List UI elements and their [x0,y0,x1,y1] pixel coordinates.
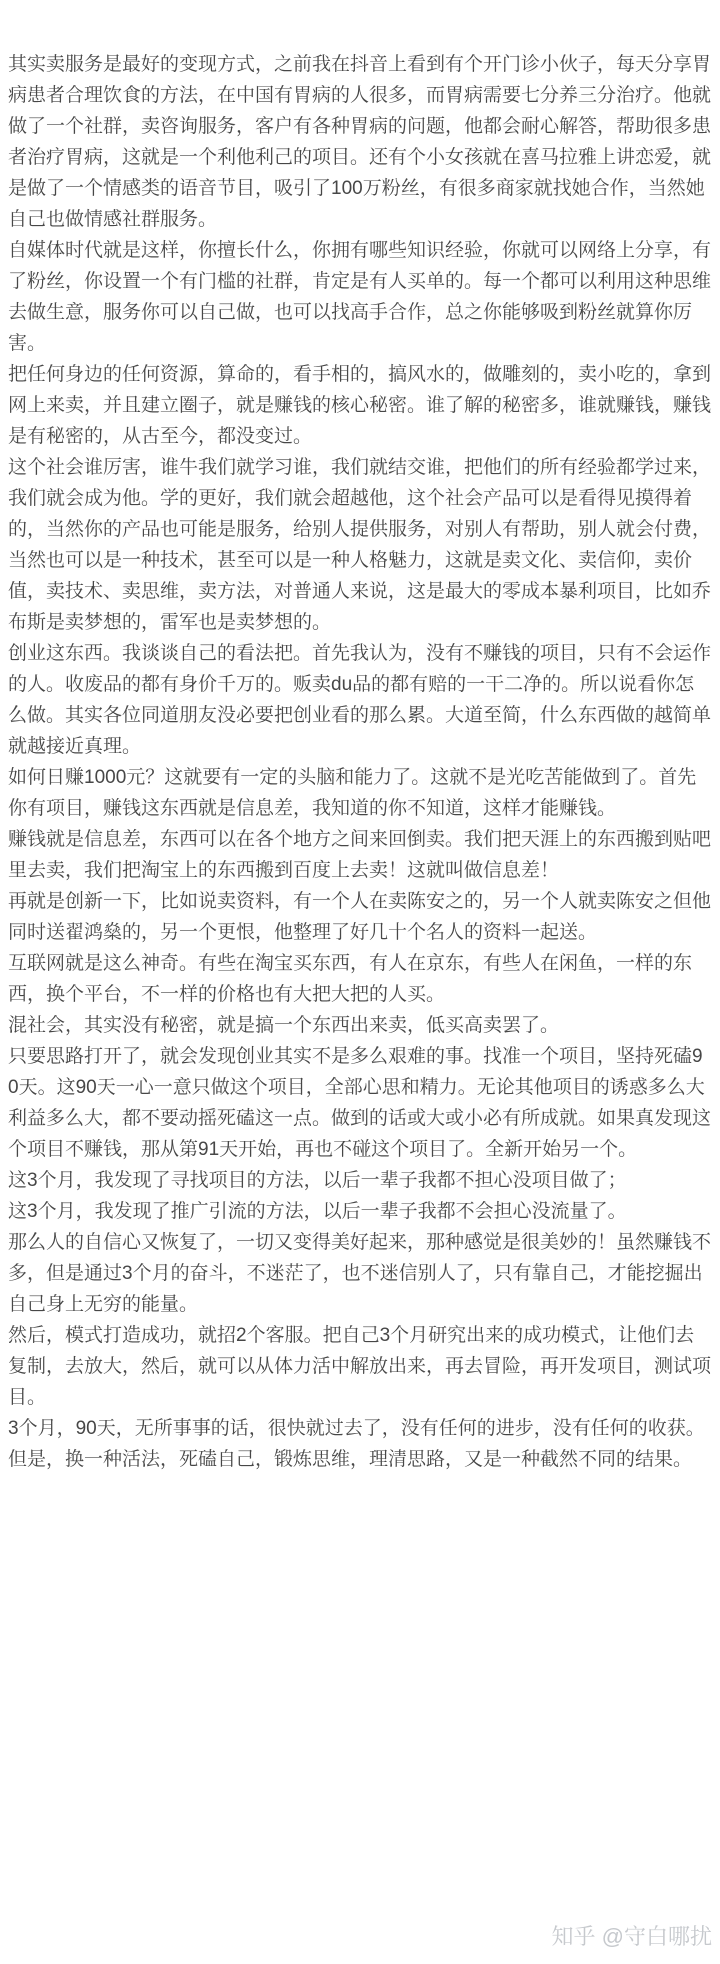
paragraph: 创业这东西。我谈谈自己的看法把。首先我认为，没有不赚钱的项目，只有不会运作的人。收废品的都有身价千万的。贩卖du品的都有赔的一干二净的。所以说看你怎么做。其实各位同道朋友没必要把创业看的那么累。大道至简，什么东西做的越简单就越接近真理。 [8,643,712,757]
paragraph: 3个月，90天，无所事事的话，很快就过去了，没有任何的进步，没有任何的收获。但是，换一种活法，死磕自己，锻炼思维，理清思路，又是一种截然不同的结果。 [8,1418,705,1470]
paragraph: 如何日赚1000元？这就要有一定的头脑和能力了。这就不是光吃苦能做到了。首先你有项目，赚钱这东西就是信息差，我知道的你不知道，这样才能赚钱。 [8,767,697,819]
paragraph: 这3个月，我发现了推广引流的方法，以后一辈子我都不会担心没流量了。 [8,1201,627,1222]
zhihu-watermark: 知乎 @守白哪扰 [551,1924,712,1949]
paragraph: 只要思路打开了，就会发现创业其实不是多么艰难的事。找准一个项目，坚持死磕90天。这90天一心一意只做这个项目，全部心思和精力。无论其他项目的诱惑多么大利益多么大，都不要动摇死磕这一点。做到的话或大或小必有所成就。如果真发现这个项目不赚钱，那从第91天开始，再也不碰这个项目了。全新开始另一个。 [8,1046,712,1160]
paragraph: 自媒体时代就是这样，你擅长什么，你拥有哪些知识经验，你就可以网络上分享，有了粉丝，你设置一个有门槛的社群，肯定是有人买单的。每一个都可以利用这种思维去做生意，服务你可以自己做，也可以找高手合作，总之你能够吸到粉丝就算你厉害。 [8,240,712,354]
paragraph: 其实卖服务是最好的变现方式，之前我在抖音上看到有个开门诊小伙子，每天分享胃病患者合理饮食的方法，在中国有胃病的人很多，而胃病需要七分养三分治疗。他就做了一个社群，卖咨询服务，客户有各种胃病的问题，他都会耐心解答，帮助很多患者治疗胃病，这就是一个利他利己的项目。还有个小女孩就在喜马拉雅上讲恋爱，就是做了一个情感类的语音节目，吸引了100万粉丝，有很多商家就找她合作，当然她自己也做情感社群服务。 [8,54,712,230]
paragraph: 把任何身边的任何资源，算命的，看手相的，搞风水的，做雕刻的，卖小吃的，拿到网上来卖，并且建立圈子，就是赚钱的核心秘密。谁了解的秘密多，谁就赚钱，赚钱是有秘密的，从古至今，都没变过。 [8,364,712,447]
paragraph: 那么人的自信心又恢复了，一切又变得美好起来，那种感觉是很美妙的！虽然赚钱不多，但是通过3个月的奋斗，不迷茫了，也不迷信别人了，只有靠自己，才能挖掘出自己身上无穷的能量。 [8,1232,712,1315]
paragraph: 赚钱就是信息差，东西可以在各个地方之间来回倒卖。我们把天涯上的东西搬到贴吧里去卖，我们把淘宝上的东西搬到百度上去卖！这就叫做信息差！ [8,829,712,881]
paragraph: 然后，模式打造成功，就招2个客服。把自己3个月研究出来的成功模式，让他们去复制，去放大，然后，就可以从体力活中解放出来，再去冒险，再开发项目，测试项目。 [8,1325,712,1408]
paragraph: 这3个月，我发现了寻找项目的方法，以后一辈子我都不担心没项目做了； [8,1170,627,1191]
paragraph: 混社会，其实没有秘密，就是搞一个东西出来卖，低买高卖罢了。 [8,1015,560,1036]
paragraph: 再就是创新一下，比如说卖资料，有一个人在卖陈安之的，另一个人就卖陈安之但他同时送翟鸿燊的，另一个更恨，他整理了好几十个名人的资料一起送。 [8,891,712,943]
paragraph: 这个社会谁厉害，谁牛我们就学习谁，我们就结交谁，把他们的所有经验都学过来，我们就会成为他。学的更好，我们就会超越他，这个社会产品可以是看得见摸得着的，当然你的产品也可能是服务，给别人提供服务，对别人有帮助，别人就会付费，当然也可以是一种技术，甚至可以是一种人格魅力，这就是卖文化、卖信仰，卖价值，卖技术、卖思维，卖方法，对普通人来说，这是最大的零成本暴利项目，比如乔布斯是卖梦想的，雷军也是卖梦想的。 [8,457,712,633]
paragraph: 互联网就是这么神奇。有些在淘宝买东西，有人在京东，有些人在闲鱼，一样的东西，换个平台，不一样的价格也有大把大把的人买。 [8,953,693,1005]
